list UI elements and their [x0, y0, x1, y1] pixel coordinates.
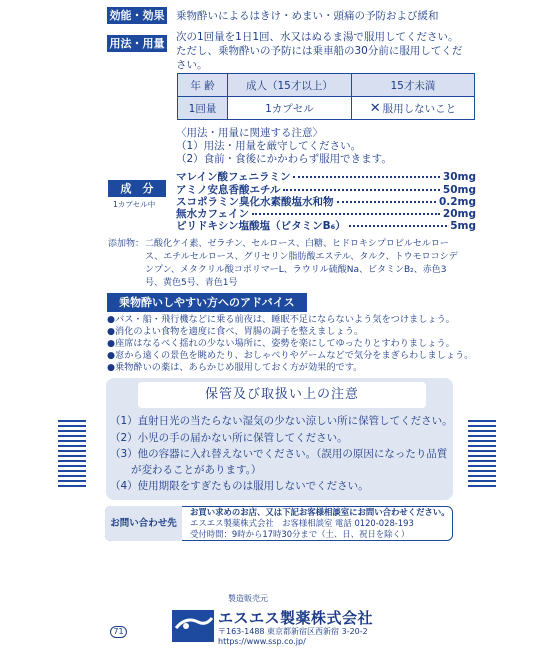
page-number: 71 [110, 626, 127, 638]
ingredient-name: スコポラミン臭化水素酸塩水和物 [176, 196, 334, 208]
storage-line: が変わることがあります。） [110, 464, 262, 476]
contact-line-3: 受付時間：9時から17時30分まで（土、日、祝日を除く） [190, 529, 410, 539]
leader-dots [283, 189, 439, 191]
company-name: エスエス製薬株式会社 [218, 609, 374, 627]
leader-dots [252, 213, 440, 215]
ss-logo-icon [172, 610, 214, 642]
dosage-line-3: さい。 [176, 59, 208, 71]
storage-line: （4）使用期限をすぎたものは服用しないでください。 [110, 480, 369, 492]
ingredient-row [176, 221, 476, 232]
child-dose-text: 服用しないこと [382, 102, 457, 115]
company-address: 〒163-1488 東京都新宿区西新宿 3-20-2 [218, 627, 368, 636]
efficacy-label: 効能・効果 [107, 7, 167, 24]
ingredient-name: アミノ安息香酸エチル [176, 184, 281, 196]
additives-label: 添加物： [108, 239, 145, 249]
ingredient-amount: 0.2mg [438, 196, 476, 208]
advice-item: ●座席はなるべく揺れの少ない場所に、姿勢を楽にしてゆったりとすわりましょう。 [107, 338, 455, 349]
ingredient-row [176, 172, 476, 183]
cross-icon: ✕ [369, 100, 381, 116]
ingredients-label: 成 分 [108, 180, 166, 197]
additives-line: 二酸化ケイ素、ゼラチン、セルロース、白糖、ヒドロキシプロピルセルロー [145, 239, 449, 249]
advice-item: ●消化のよい食物を適度に食べ、胃腸の調子を整えましょう。 [107, 326, 364, 337]
ingredient-name: 無水カフェイン [176, 208, 249, 220]
dosage-label: 用法・用量 [107, 35, 167, 52]
ingredient-name: ピリドキシン塩酸塩（ビタミンB₆） [176, 220, 346, 232]
advice-item: ●乗物酔いの薬は、あらかじめ服用しておく方が効果的です。 [107, 362, 363, 373]
distributor-label: 製造販売元 [228, 594, 268, 603]
dosage-note-2: （2）食前・食後にかかわらず服用できます。 [176, 153, 392, 165]
table-header-child: 15才未満 [351, 74, 474, 97]
dosage-line-1: 次の1回量を1日1回、水又はぬるま湯で服用してください。 [176, 31, 459, 43]
advice-title: 乗物酔いしやすい方へのアドバイス [107, 293, 307, 312]
ingredients-sublabel: 1カプセル中 [113, 200, 156, 209]
storage-line: （3）他の容器に入れ替えないでください。（誤用の原因になったり品質 [110, 448, 448, 460]
storage-title: 保管及び取扱い上の注意 [138, 382, 426, 408]
ingredient-row [176, 209, 476, 220]
dosage-line-2: ただし、乗物酔いの予防には乗車船の30分前に服用してくだ [176, 45, 463, 57]
table-header-age: 年 齢 [178, 74, 228, 97]
ingredient-row [176, 185, 476, 196]
additives-line: ンプン、メタクリル酸コポリマーL、ラウリル硫酸Na、ビタミンB₂、赤色3 [145, 265, 447, 275]
table-header-adult: 成人（15才以上） [228, 74, 352, 97]
dosage-note-1: （1）用法・用量を厳守してください。 [176, 140, 362, 152]
ingredient-row [176, 197, 476, 208]
left-stripes [58, 420, 86, 490]
ingredient-amount: 30mg [442, 171, 476, 183]
additives-line: ス、エチルセルロース、グリセリン脂肪酸エステル、タルク、トウモロコシデ [145, 252, 458, 262]
leader-dots [293, 176, 439, 178]
leader-dots [349, 225, 448, 227]
ingredient-amount: 5mg [450, 220, 476, 232]
dosage-table [177, 73, 475, 120]
contact-line-1: お買い求めのお店、又は下記お客様相談室にお問い合わせください。 [190, 507, 450, 517]
contact-line-2: エスエス製薬株式会社 お客様相談室 電話 0120-028-193 [190, 518, 414, 528]
additives-line: 号、黄色5号、青色1号 [145, 278, 238, 288]
advice-item: ●窓から遠くの景色を眺めたり、おしゃべりやゲームなどで気分をまぎらわしましょう。 [107, 350, 474, 361]
advice-item: ●バス・船・飛行機などに乗る前夜は、睡眠不足にならないよう気をつけましょう。 [107, 314, 455, 325]
dosage-notes-title: 〈用法・用量に関連する注意〉 [176, 127, 323, 139]
table-cell-adult-dose: 1カプセル [228, 97, 352, 120]
company-url[interactable]: https://www.ssp.co.jp/ [218, 637, 306, 646]
leader-dots [337, 201, 436, 203]
storage-line: （2）小児の手の届かない所に保管してください。 [110, 432, 348, 444]
ingredient-name: マレイン酸フェニラミン [176, 171, 291, 183]
table-cell-child-dose [351, 97, 474, 120]
contact-label: お問い合わせ先 [105, 506, 182, 541]
ingredient-amount: 50mg [442, 184, 476, 196]
storage-line: （1）直射日光の当たらない湿気の少ない涼しい所に保管してください。 [110, 415, 453, 427]
right-stripes [468, 420, 496, 490]
ingredient-amount: 20mg [442, 208, 476, 220]
table-row-label: 1回量 [178, 97, 228, 120]
efficacy-text: 乗物酔いによるはきけ・めまい・頭痛の予防および緩和 [176, 10, 439, 22]
